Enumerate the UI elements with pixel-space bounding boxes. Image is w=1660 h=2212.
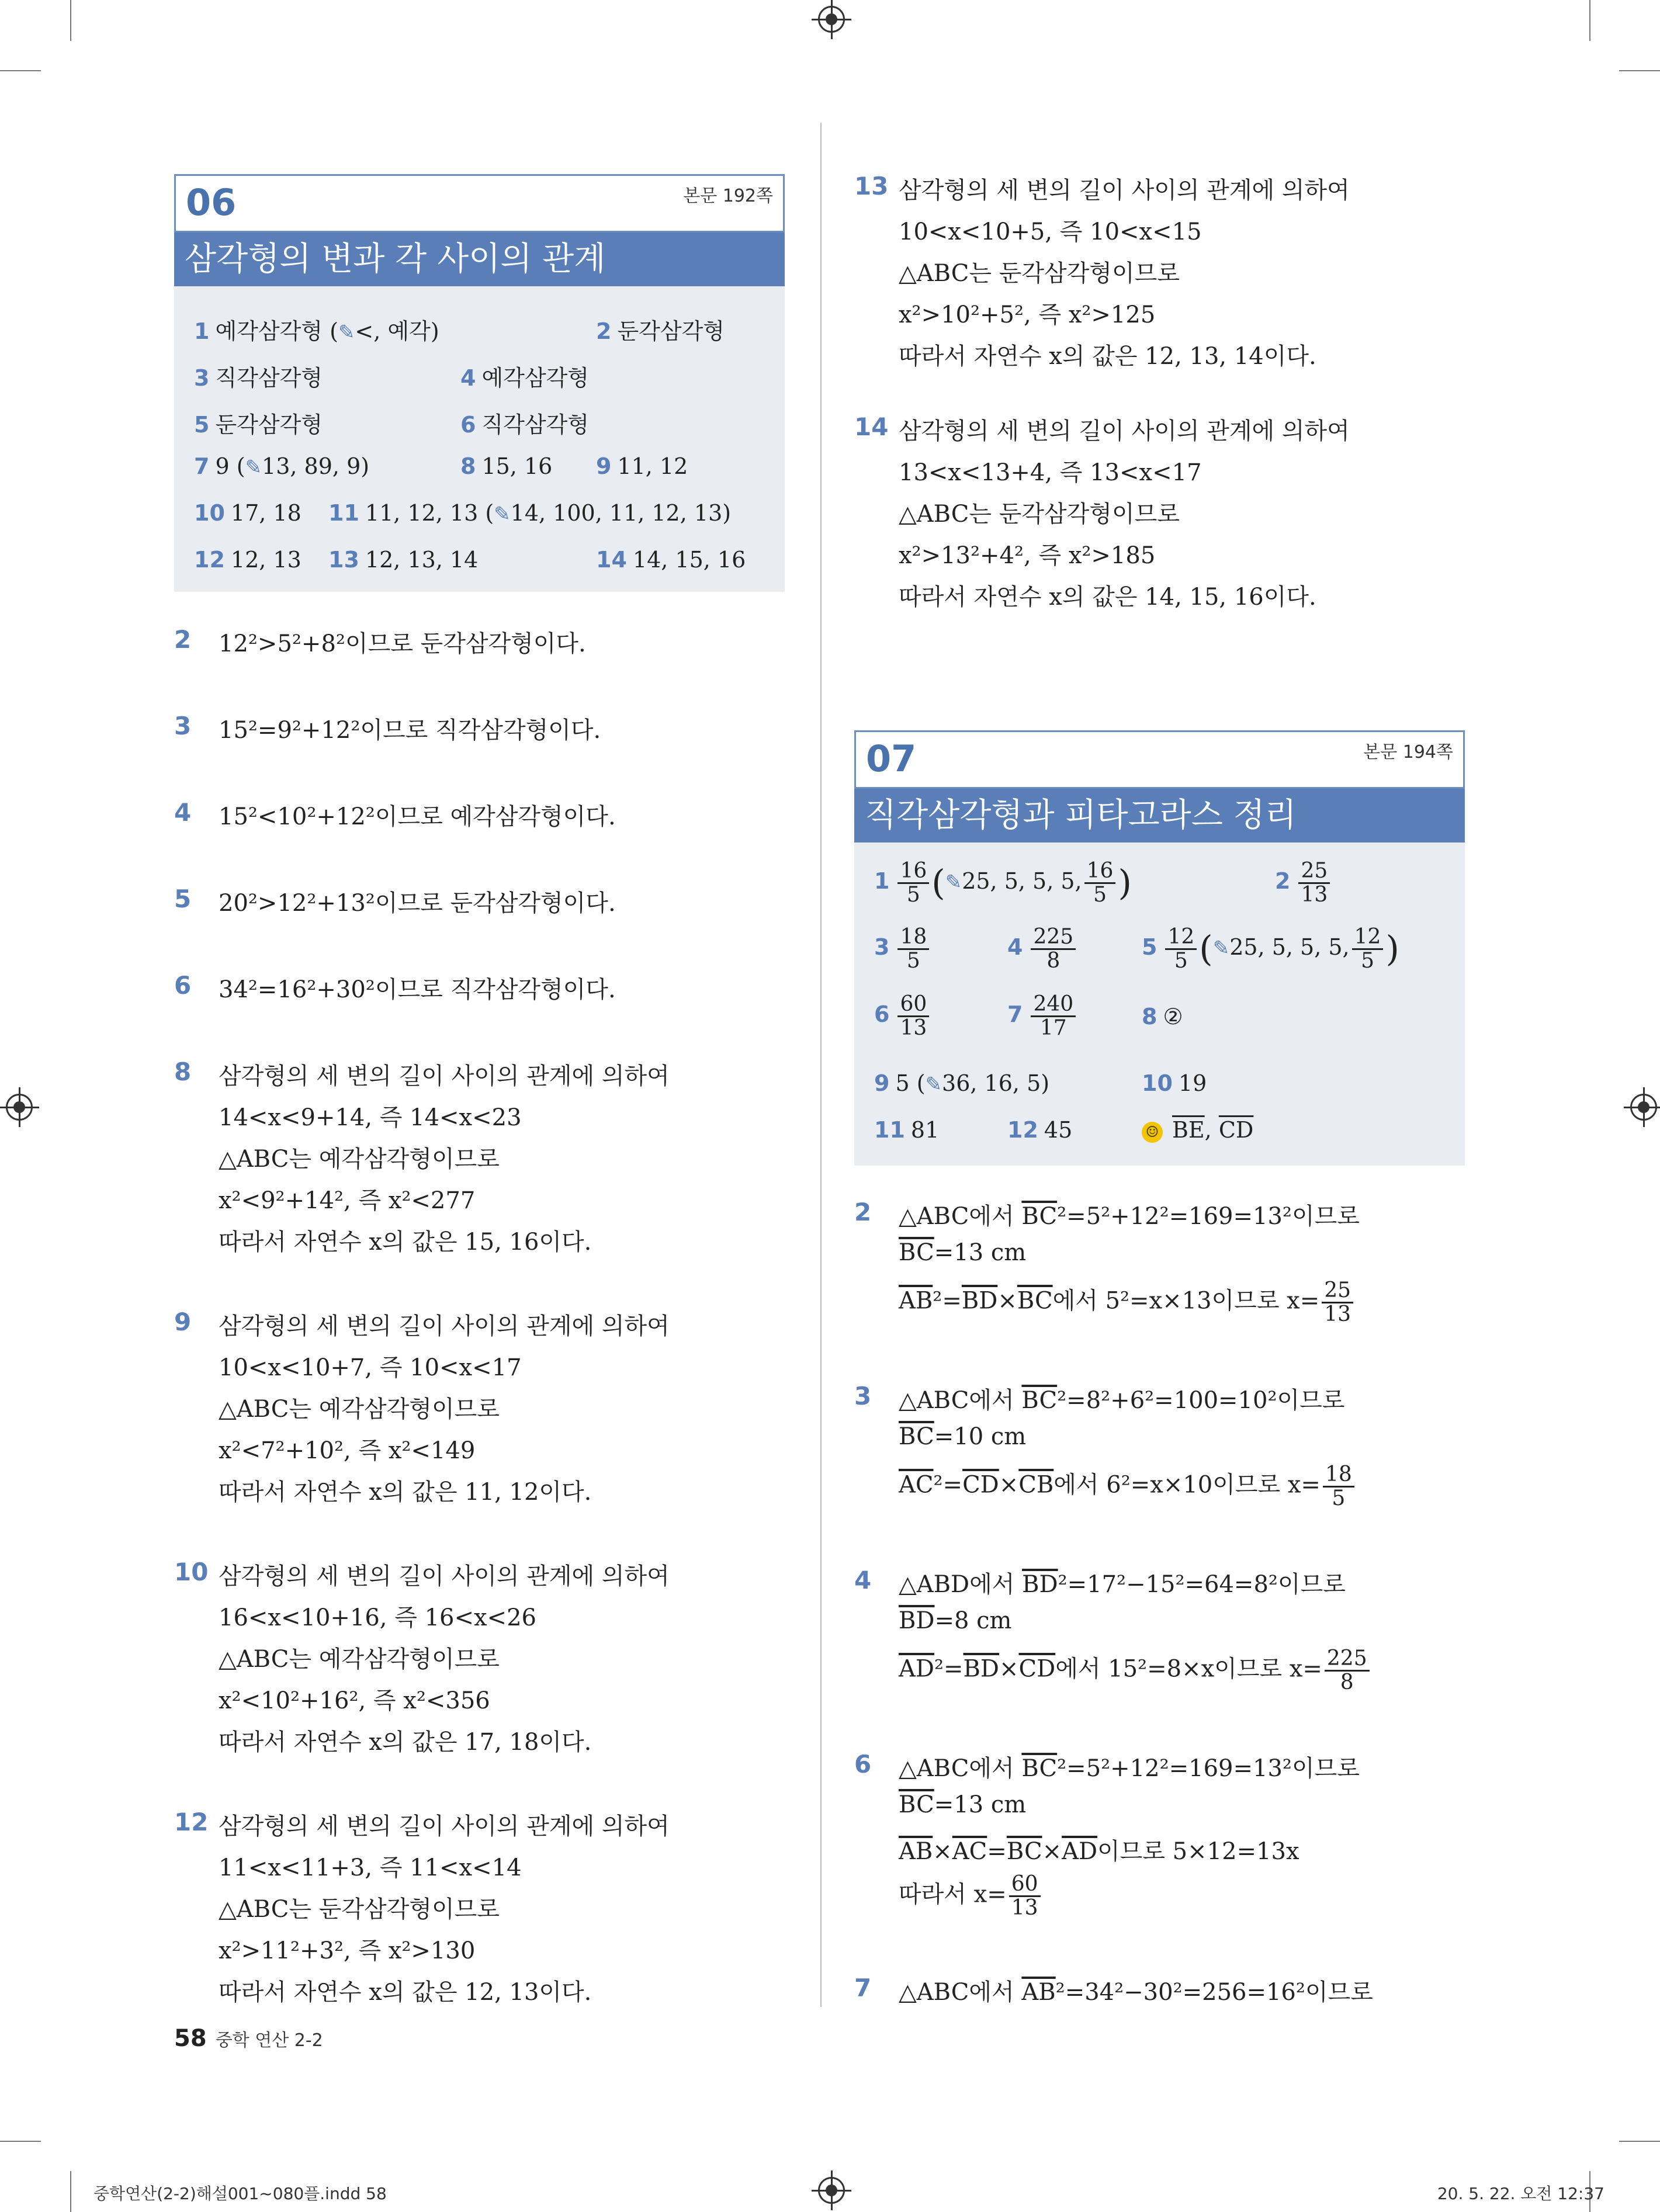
- answer-10: 10 19: [1142, 1070, 1207, 1096]
- solution-line: x²>11²+3², 즉 x²>130: [219, 1937, 476, 1964]
- solution-line: 13<x<13+4, 즉 13<x<17: [899, 459, 1202, 486]
- solution-number: 5: [174, 885, 192, 913]
- answer-10: 10 17, 18: [194, 500, 301, 526]
- crop-mark: [70, 2171, 71, 2212]
- solution-line: 10<x<10+7, 즉 10<x<17: [219, 1354, 522, 1381]
- solution-line: 11<x<11+3, 즉 11<x<14: [219, 1854, 522, 1881]
- solution-line: 삼각형의 세 변의 길이 사이의 관계에 의하여: [899, 177, 1350, 204]
- solution-line: △ABC에서 $\overline{AB}^2=34^2-30^2=256=16^2$이므로: [899, 1979, 1373, 2006]
- solution-line: 삼각형의 세 변의 길이 사이의 관계에 의하여: [219, 1563, 670, 1590]
- solution-line: $\overline{AD}^2=\overline{BD}\times\overline{CD}$에서 15²=8×x이므로 x= $\frac{225}{8}$: [899, 1648, 1372, 1694]
- solution-line: 삼각형의 세 변의 길이 사이의 관계에 의하여: [219, 1063, 670, 1090]
- solution-number: 12: [174, 1808, 209, 1836]
- print-file-name: 중학연산(2-2)해설001~080플.indd 58: [93, 2184, 387, 2203]
- answer-8: 8 ②: [1142, 1004, 1183, 1029]
- solution-line: 따라서 자연수 x의 값은 11, 12이다.: [219, 1479, 592, 1506]
- answer-4: 4 $\frac{225}{8}$: [1007, 926, 1078, 972]
- page-footer: [174, 2025, 323, 2052]
- solution-number: 13: [854, 172, 889, 200]
- pencil-icon: ✎: [925, 1073, 942, 1096]
- answer-3: 3 직각삼각형: [194, 365, 323, 391]
- registration-mark-icon: [1630, 1094, 1657, 1121]
- registration-mark-icon: [6, 1094, 33, 1121]
- solution-number: 2: [854, 1198, 872, 1226]
- solution-number: 10: [174, 1558, 209, 1586]
- solution-line: 삼각형의 세 변의 길이 사이의 관계에 의하여: [219, 1313, 670, 1340]
- solution-line: △ABD에서 $\overline{BD}^2=17^2-15^2=64=8^2$이므로: [899, 1571, 1346, 1598]
- answer-9: 9 5 (✎36, 16, 5): [874, 1070, 1050, 1096]
- solution-line: 따라서 x= $\frac{60}{13}$: [899, 1873, 1043, 1919]
- solution-line: 12²>5²+8²이므로 둔각삼각형이다.: [219, 630, 586, 657]
- smile-answer: ☺ $\overline{BE}$, $\overline{CD}$: [1142, 1117, 1253, 1143]
- solution-line: 따라서 자연수 x의 값은 15, 16이다.: [219, 1229, 592, 1256]
- solution-line: 따라서 자연수 x의 값은 17, 18이다.: [219, 1729, 592, 1756]
- solution-line: △ABC는 둔각삼각형이므로: [219, 1896, 500, 1923]
- solution-line: △ABC는 예각삼각형이므로: [219, 1646, 500, 1673]
- answer-1: 1 $\frac{16}{5}$ (✎25, 5, 5, 5, $\frac{16}{5}$ ): [874, 859, 1132, 907]
- solution-number: 6: [174, 971, 192, 1000]
- crop-mark: [0, 2141, 41, 2142]
- answer-7: 7 $\frac{240}{17}$: [1007, 993, 1078, 1039]
- answer-12: 12 45: [1007, 1117, 1073, 1143]
- solution-number: 9: [174, 1308, 192, 1336]
- pencil-icon: ✎: [494, 502, 511, 526]
- pencil-icon: ✎: [245, 456, 262, 479]
- solution-line: $\overline{BC}=13$ cm: [899, 1791, 1027, 1818]
- answer-4: 4 예각삼각형: [460, 365, 589, 391]
- page-number: 58: [174, 2025, 207, 2052]
- section-title: 삼각형의 변과 각 사이의 관계: [174, 233, 785, 286]
- solution-line: △ABC는 둔각삼각형이므로: [899, 260, 1180, 287]
- answer-1: 1 예각삼각형 (✎<, 예각): [194, 318, 439, 344]
- pencil-icon: ✎: [338, 321, 355, 344]
- pencil-icon: ✎: [945, 870, 962, 894]
- solution-line: $\overline{AC}^2=\overline{CD}\times\overline{CB}$에서 6²=x×10이므로 x= $\frac{18}{5}$: [899, 1464, 1357, 1510]
- solution-line: $\overline{BC}=10$ cm: [899, 1423, 1027, 1450]
- solution-line: 15²=9²+12²이므로 직각삼각형이다.: [219, 717, 601, 744]
- solution-line: x²<9²+14², 즉 x²<277: [219, 1187, 476, 1214]
- answer-7: 7 9 (✎13, 89, 9): [194, 453, 370, 479]
- answer-14: 14 14, 15, 16: [596, 547, 746, 573]
- registration-mark-icon: [818, 2177, 845, 2204]
- solution-line: 따라서 자연수 x의 값은 12, 13, 14이다.: [899, 343, 1316, 370]
- smile-icon: ☺: [1142, 1122, 1163, 1143]
- answer-11: 11 81: [874, 1117, 940, 1143]
- solution-number: 4: [174, 798, 192, 827]
- solution-line: $\overline{AB}^2=\overline{BD}\times\overline{BC}$에서 5²=x×13이므로 x= $\frac{25}{13}$: [899, 1280, 1356, 1326]
- solution-line: 16<x<10+16, 즉 16<x<26: [219, 1604, 536, 1631]
- solution-line: 15²<10²+12²이므로 예각삼각형이다.: [219, 803, 616, 830]
- answer-2: 2 둔각삼각형: [596, 318, 725, 344]
- crop-mark: [1619, 70, 1660, 71]
- pencil-icon: ✎: [1212, 936, 1230, 960]
- print-date: 20. 5. 22. 오전 12:37: [1437, 2184, 1604, 2203]
- solution-number: 4: [854, 1566, 872, 1594]
- answer-12: 12 12, 13: [194, 547, 301, 573]
- solution-line: △ABC에서 $\overline{BC}^2=5^2+12^2=169=13^2$이므로: [899, 1755, 1360, 1782]
- registration-mark-icon: [818, 6, 845, 33]
- section-title: 직각삼각형과 피타고라스 정리: [854, 789, 1465, 842]
- book-title: 중학 연산 2-2: [215, 2030, 323, 2051]
- solution-line: x²<10²+16², 즉 x²<356: [219, 1687, 490, 1714]
- solution-line: 14<x<9+14, 즉 14<x<23: [219, 1104, 522, 1131]
- solution-line: x²<7²+10², 즉 x²<149: [219, 1437, 476, 1464]
- solution-line: 10<x<10+5, 즉 10<x<15: [899, 219, 1202, 245]
- solution-line: $\overline{BC}=13$ cm: [899, 1239, 1027, 1266]
- solution-line: x²>10²+5², 즉 x²>125: [899, 301, 1156, 328]
- answer-8: 8 15, 16: [460, 453, 553, 479]
- solution-line: 삼각형의 세 변의 길이 사이의 관계에 의하여: [219, 1813, 670, 1840]
- solution-line: 34²=16²+30²이므로 직각삼각형이다.: [219, 976, 616, 1003]
- section-page-ref: 본문 192쪽: [683, 186, 773, 206]
- answer-5: 5 $\frac{12}{5}$ (✎25, 5, 5, 5, $\frac{12}{5}$ ): [1142, 925, 1399, 973]
- solution-line: 삼각형의 세 변의 길이 사이의 관계에 의하여: [899, 418, 1350, 445]
- solution-line: 따라서 자연수 x의 값은 14, 15, 16이다.: [899, 584, 1316, 611]
- solution-line: 따라서 자연수 x의 값은 12, 13이다.: [219, 1979, 592, 2006]
- solution-line: $\overline{BD}=8$ cm: [899, 1607, 1012, 1634]
- answer-2: 2 $\frac{25}{13}$: [1275, 860, 1332, 906]
- solution-number: 7: [854, 1974, 872, 2002]
- solution-number: 3: [854, 1382, 872, 1410]
- answer-box-06: [174, 174, 785, 592]
- solution-line: △ABC는 예각삼각형이므로: [219, 1396, 500, 1423]
- solution-number: 8: [174, 1058, 192, 1086]
- answer-13: 13 12, 13, 14: [328, 547, 479, 573]
- solution-line: △ABC는 둔각삼각형이므로: [899, 501, 1180, 528]
- solution-number: 14: [854, 412, 889, 441]
- crop-mark: [0, 70, 41, 71]
- column-divider: [820, 123, 822, 2007]
- section-number: 06: [186, 181, 237, 224]
- solution-line: 20²>12²+13²이므로 둔각삼각형이다.: [219, 890, 616, 917]
- solution-number: 2: [174, 625, 192, 654]
- solution-number: 6: [854, 1750, 872, 1778]
- solution-line: △ABC에서 $\overline{BC}^2=8^2+6^2=100=10^2$이므로: [899, 1387, 1345, 1414]
- solution-line: △ABC는 예각삼각형이므로: [219, 1146, 500, 1173]
- section-page-ref: 본문 194쪽: [1363, 742, 1453, 762]
- solution-number: 3: [174, 712, 192, 740]
- answer-3: 3 $\frac{18}{5}$: [874, 926, 931, 972]
- solution-line: △ABC에서 $\overline{BC}^2=5^2+12^2=169=13^2$이므로: [899, 1203, 1360, 1230]
- crop-mark: [1619, 2141, 1660, 2142]
- solution-line: $\overline{AB}\times\overline{AC}=\overline{BC}\times\overline{AD}$이므로 5×12=13x: [899, 1838, 1299, 1865]
- answer-6: 6 직각삼각형: [460, 412, 589, 438]
- answer-6: 6 $\frac{60}{13}$: [874, 993, 931, 1039]
- answer-box-07: [854, 730, 1465, 1166]
- solution-line: x²>13²+4², 즉 x²>185: [899, 542, 1156, 569]
- answer-11: 11 11, 12, 13 (✎14, 100, 11, 12, 13): [328, 500, 732, 526]
- answer-9: 9 11, 12: [596, 453, 688, 479]
- crop-mark: [1589, 0, 1590, 41]
- section-number: 07: [866, 737, 917, 780]
- crop-mark: [70, 0, 71, 41]
- answer-5: 5 둔각삼각형: [194, 412, 323, 438]
